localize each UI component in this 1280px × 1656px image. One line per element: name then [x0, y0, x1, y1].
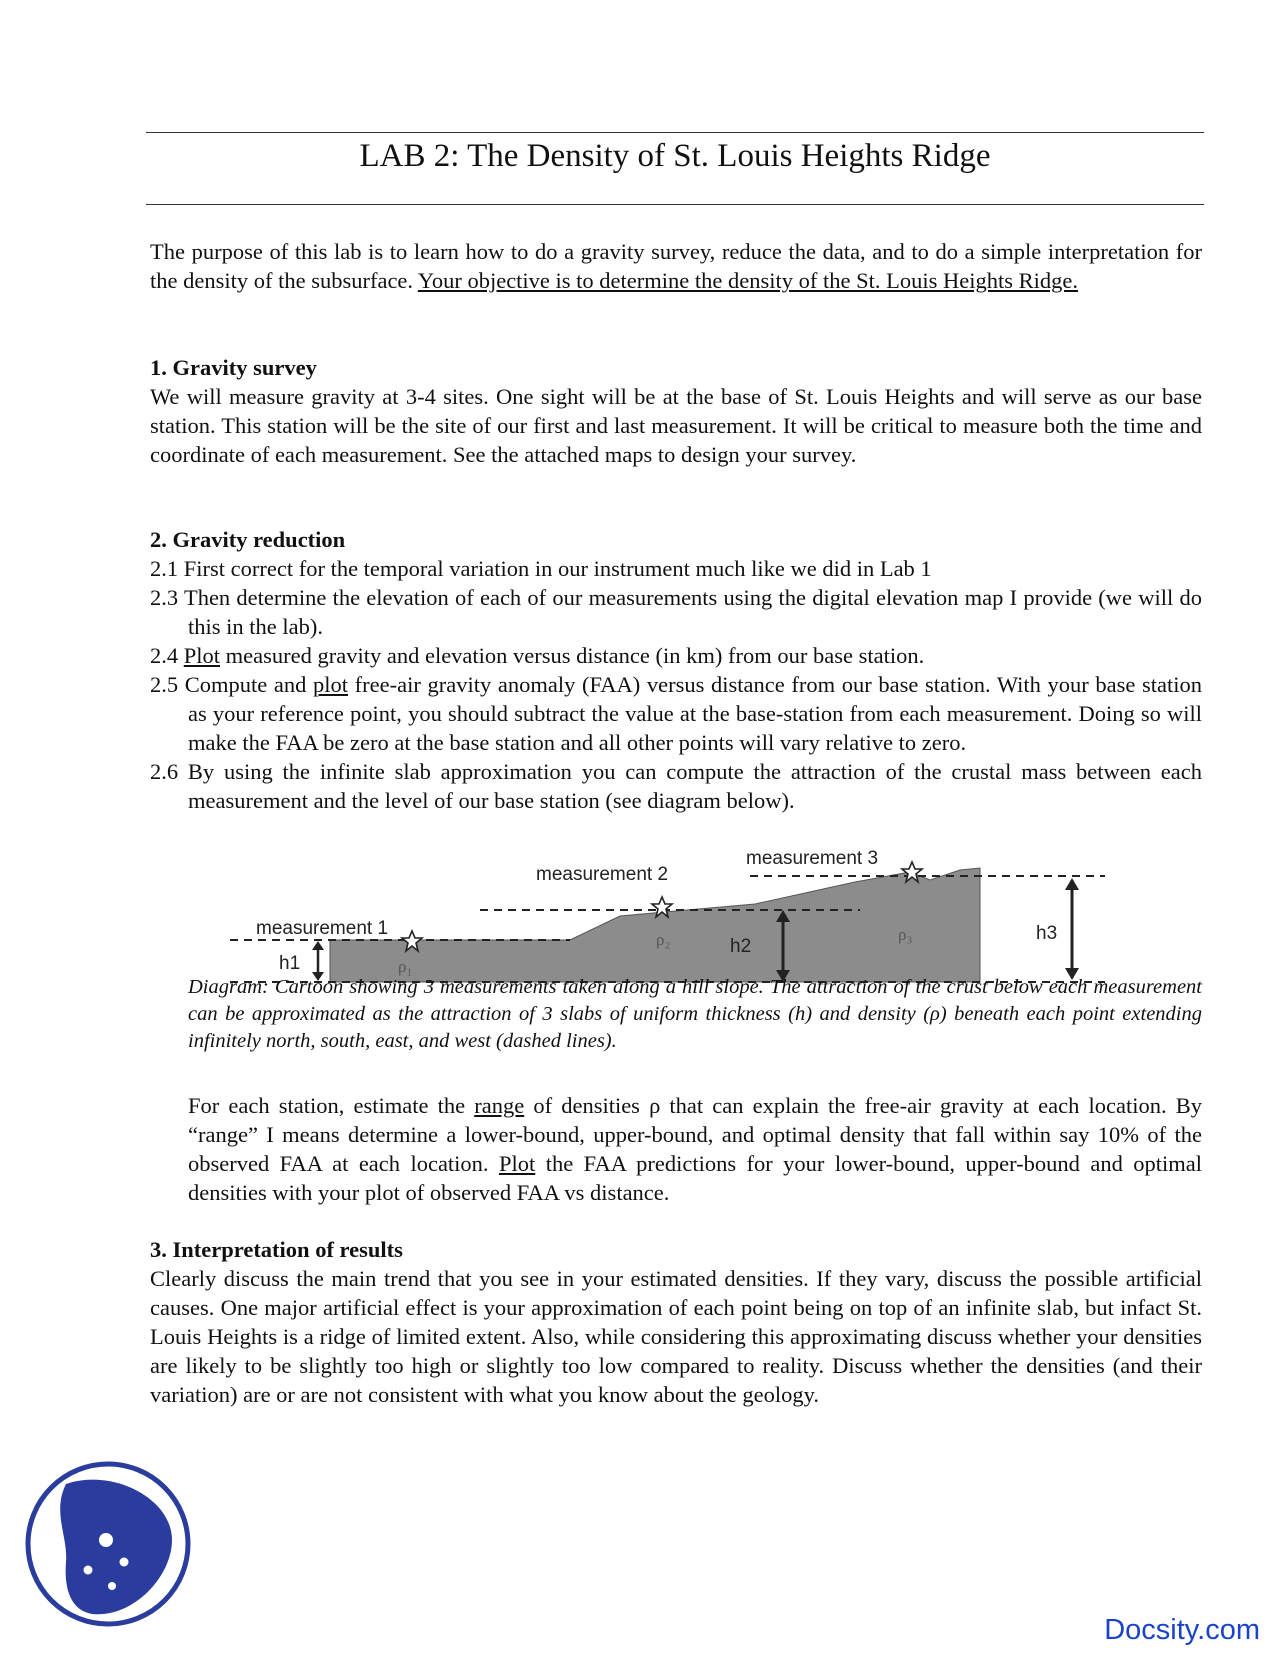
docsity-logo-icon	[22, 1458, 194, 1630]
h2-label: h2	[730, 936, 752, 957]
measurement-1-label: measurement 1	[256, 918, 389, 939]
section-body: Clearly discuss the main trend that you see in your estimated densities. If they vary, discuss the possible artificial causes. One major artificial effect is your approximation of each point being on top of an infinite slab, but infact St. Louis Heights is a ridge of limited extent. Also, while considering this approximating discuss whether your densities are likely to be slightly too high or slightly too low compared to reality. Discuss whether the densities (and their variation) are or are not consistent with what you know about the geology.	[150, 1266, 1202, 1407]
item-text: measured gravity and elevation versus distance (in km) from our base station.	[225, 643, 925, 668]
h1-arrow-head-up	[312, 941, 324, 950]
page-title: LAB 2: The Density of St. Louis Heights Ridge	[359, 138, 991, 174]
section-heading: 3. Interpretation of results	[150, 1237, 403, 1262]
section-body: We will measure gravity at 3-4 sites. One sight will be at the base of St. Louis Heights and will serve as our base station. This station will be the site of our first and last measurement. It will be critical to measure both the time and coordinate of each measurement. See the attached maps to design your survey.	[150, 384, 1202, 467]
h1-label: h1	[279, 953, 301, 974]
intro-text: The purpose of this lab is to learn how to do a gravity survey, reduce the data, and to do a simple interpretation for the density of the subsurface.	[150, 239, 1202, 293]
underlined-word: plot	[313, 672, 349, 697]
list-item: 2.1 First correct for the temporal variation in our instrument much like we did in Lab 1	[150, 556, 932, 581]
section-heading: 2. Gravity reduction	[150, 527, 346, 552]
range-text: of densities ρ that can explain the free-air gravity at each location. By “range” I means determine a lower-bound, upper-bound, and optimal density that fall within say 10% of the observed FAA at each location.	[188, 1093, 1203, 1176]
underlined-word: Plot	[183, 643, 221, 668]
list-item	[150, 641, 1202, 670]
item-text: free-air gravity anomaly (FAA) versus distance from our base station. With your base station as your reference point, you should subtract the value at the base-station from each measurement. Doing so will make the FAA be zero at the base station and all other points will vary relative to zero.	[188, 672, 1203, 755]
title-bottom-rule	[146, 204, 1204, 205]
list-item	[150, 670, 1202, 757]
terrain-cross-section	[330, 868, 980, 982]
section-heading: 1. Gravity survey	[150, 355, 317, 380]
section-interpretation	[150, 1235, 1202, 1409]
rho-1-label: ρ₁	[398, 957, 413, 976]
diagram-caption: Diagram: Cartoon showing 3 measurements taken along a hill slope. The attraction of the crust below each measurement can be approximated as the attraction of 3 slabs of uniform thickness (h) and density (ρ) beneath each point extending infinitely north, south, east, and west (dashed lines).	[188, 976, 1202, 1052]
rho-3-label: ρ₃	[898, 925, 913, 944]
underlined-word: range	[474, 1093, 525, 1118]
objective-text: Your objective is to determine the density of the St. Louis Heights Ridge.	[417, 268, 1078, 293]
docsity-brand-link[interactable]: Docsity.com	[1104, 1614, 1260, 1646]
measurement-3-label: measurement 3	[746, 848, 879, 869]
item-text: 2.5 Compute and	[150, 672, 307, 697]
slab-diagram	[230, 844, 1110, 984]
section-gravity-survey	[150, 353, 1202, 469]
range-paragraph	[188, 1091, 1202, 1207]
range-text: the FAA predictions for your lower-bound, upper-bound and optimal densities with your plot of observed FAA vs distance.	[188, 1151, 1202, 1205]
list-item: 2.3 Then determine the elevation of each of our measurements using the digital elevation map I provide (we will do this in the lab).	[150, 585, 1202, 639]
h3-label: h3	[1036, 923, 1058, 944]
range-text: For each station, estimate the	[188, 1093, 466, 1118]
intro-paragraph	[150, 237, 1202, 295]
measurement-2-label: measurement 2	[536, 864, 669, 885]
list-item: 2.6 By using the infinite slab approximation you can compute the attraction of the crustal mass between each measurement and the level of our base station (see diagram below).	[150, 759, 1202, 813]
section-gravity-reduction	[150, 525, 1202, 815]
rho-2-label: ρ₂	[656, 930, 671, 949]
h3-arrow-head-up	[1065, 878, 1079, 890]
underlined-word: Plot	[498, 1151, 536, 1176]
top-rule	[146, 132, 1204, 133]
item-number: 2.4	[150, 643, 179, 668]
